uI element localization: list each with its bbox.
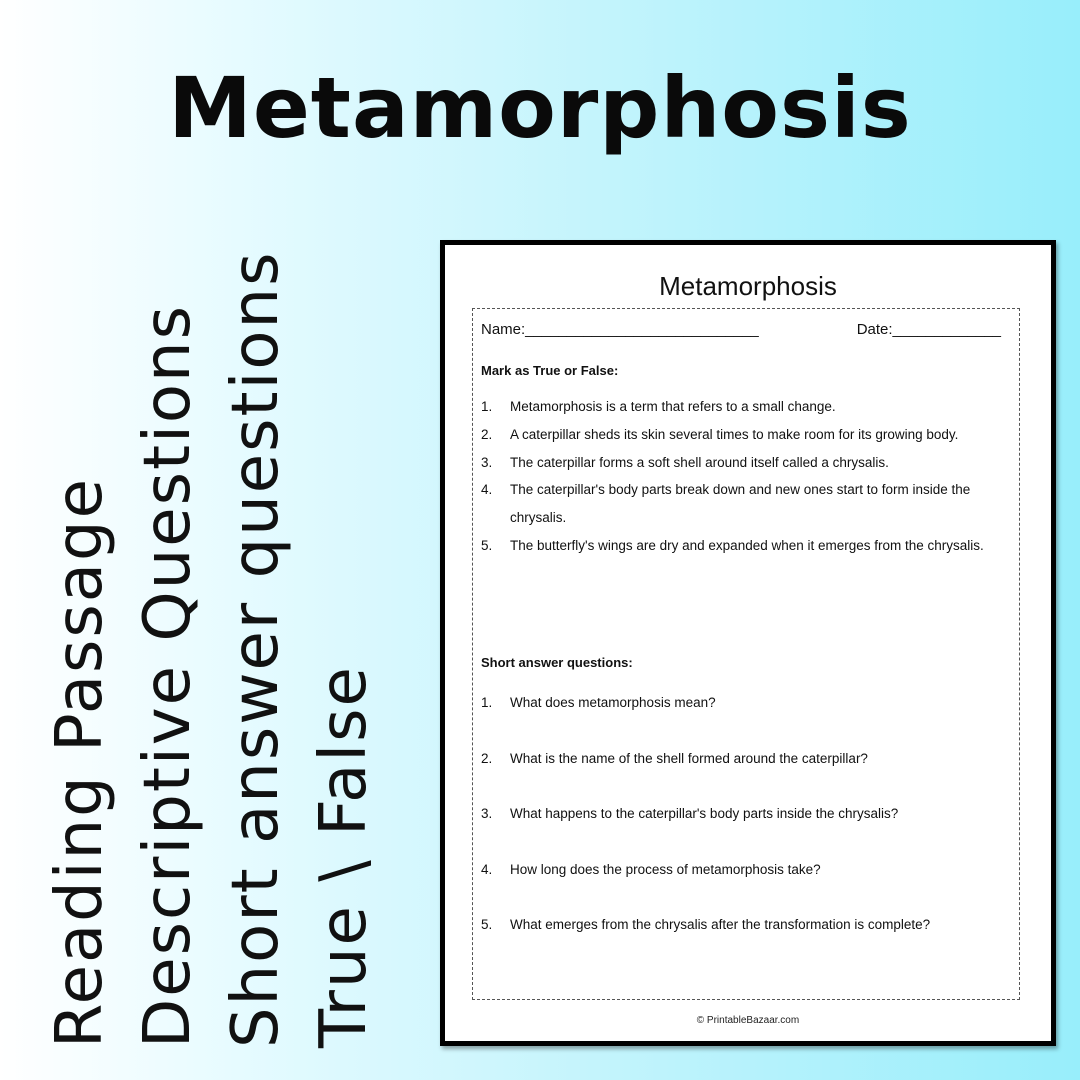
item-text: What happens to the caterpillar's body parts inside the chrysalis? [510,806,899,822]
item-text: The caterpillar's body parts break down and new ones start to form inside the chrysalis. [510,482,971,526]
item-number: 4. [481,482,493,498]
list-item [481,856,1001,883]
list-item [481,421,1001,449]
item-number: 2. [481,426,493,442]
item-text: The caterpillar forms a soft shell around itself called a chrysalis. [510,454,889,470]
copyright-notice: © PrintableBazaar.com [696,1015,800,1026]
list-item [481,689,1001,716]
worksheet-title: Metamorphosis [659,271,837,301]
feature-label-descriptive-questions: Descriptive Questions [131,304,205,1048]
item-number: 1. [481,399,493,414]
feature-labels [0,0,400,1080]
item-text: What emerges from the chrysalis after the transformation is complete? [510,917,931,933]
list-item [481,532,1001,560]
list-item [481,800,1001,827]
list-item [481,393,1001,421]
item-text: A caterpillar sheds its skin several times to make room for its growing body. [510,426,959,442]
worksheet-preview [440,240,1056,1046]
list-item [481,745,1001,772]
item-text: How long does the process of metamorphosis take? [510,861,821,877]
item-number: 4. [481,861,493,877]
item-number: 2. [481,750,493,766]
item-number: 5. [481,537,493,553]
item-number: 3. [481,806,493,822]
list-item [481,476,1001,532]
true-false-list [481,393,1001,560]
item-number: 3. [481,454,493,470]
item-text: Metamorphosis is a term that refers to a small change. [510,399,836,414]
list-item [481,449,1001,477]
short-answer-heading: Short answer questions: [481,655,633,670]
item-text: What does metamorphosis mean? [510,695,716,710]
date-field: Date:_____________ [856,321,1001,338]
name-field: Name:____________________________ [481,321,759,338]
feature-label-reading-passage: Reading Passage [43,477,117,1048]
item-number: 1. [481,695,493,710]
item-text: What is the name of the shell formed around the caterpillar? [510,750,868,766]
feature-label-true-false: True \ False [307,665,381,1048]
list-item [481,911,1001,938]
short-answer-list [481,689,1001,967]
item-text: The butterfly's wings are dry and expanded when it emerges from the chrysalis. [510,537,984,553]
worksheet-content-box [472,308,1020,1000]
item-number: 5. [481,917,493,933]
page-title: Metamorphosis [168,59,912,157]
true-false-heading: Mark as True or False: [481,363,619,378]
feature-label-short-answer: Short answer questions [219,250,293,1048]
